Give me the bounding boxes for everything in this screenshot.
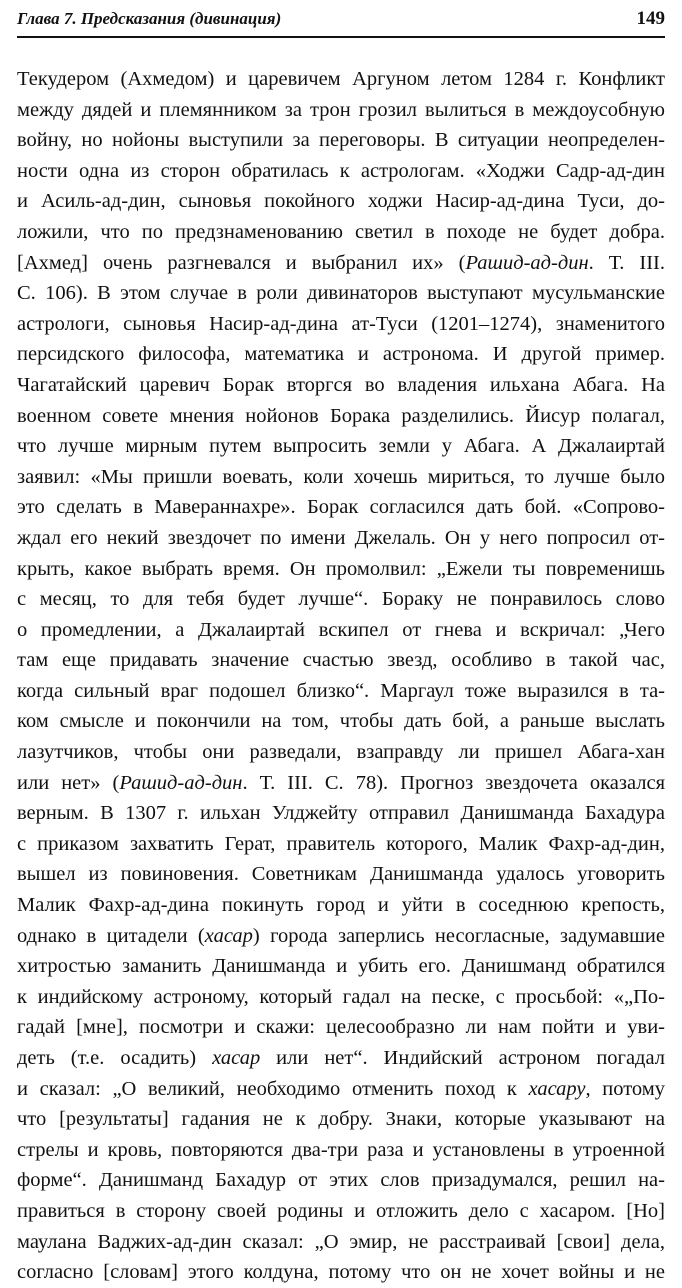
text-line [17,1165,665,1196]
text-segment: войну, но нойоны выступили за переговоры. В ситуации неопределен- [17,129,665,152]
text-segment: правиться в сторону своей родины и отложить дело с хасаром. [Но] [17,1199,665,1222]
text-line [17,217,665,248]
text-segment: астрологи, сыновья Насир-ад-дина ат-Туси (1201–1274), знаменитого [17,312,665,335]
text-line [17,1043,665,1074]
text-segment: . Т. III. С. 78). Прогноз звездочета оказался [242,771,665,794]
text-segment: это сделать в Мавераннахре». Борак согласился дать бой. «Сопрово- [17,496,665,519]
text-line [17,921,665,952]
text-line [17,615,665,646]
text-line [17,859,665,890]
text-segment: там еще придавать значение счастью звезд, особливо в такой час, [17,649,665,672]
text-segment: что лучше мирным путем выпросить земли у Абага. А Джалаиртай [17,435,665,458]
text-segment: или нет» ( [17,771,120,794]
italic-citation: Рашид-ад-дин [465,251,589,274]
text-segment: деть (т.е. осадить) [17,1047,213,1069]
text-segment: или нет“. Индийский астроном погадал [260,1047,665,1069]
text-segment: стрелы и кровь, повторяются два-три раза и установлены в утроенной [17,1138,665,1161]
italic-citation: хасар [204,924,253,947]
text-segment: с приказом захватить Герат, правитель которого, Малик Фахр-ад-дин, [17,832,665,855]
text-segment: что [результаты] гадания не к добру. Знаки, которые указывают на [17,1108,665,1131]
text-line [17,462,665,493]
italic-citation: хасару [528,1077,586,1100]
text-segment: Текудером (Ахмедом) и царевичем Аргуном летом 1284 г. Конфликт [17,68,665,90]
text-segment: и сказал: „О великий, необходимо отменить поход к [17,1077,529,1100]
italic-citation: хасар [212,1047,261,1069]
text-segment: когда сильный враг подошел близко“. Маргаул тоже выразился в та- [17,679,665,702]
text-segment: [Ахмед] очень разгневался и выбранил их» ( [17,251,466,274]
text-segment: и Асиль-ад-дин, сыновья покойного ходжи Насир-ад-дина Туси, до- [17,190,665,213]
text-segment: однако в цитадели ( [17,924,205,947]
text-line [17,951,665,982]
text-line [17,768,665,799]
text-line [17,186,665,217]
text-line [17,1074,665,1105]
text-segment: С. 106). В этом случае в роли дивинаторов выступают мусульманские [17,282,665,305]
text-segment: лазутчиков, чтобы они разведали, взаправду ли пришел Абага-хан [17,741,665,764]
text-segment: заявил: «Мы пришли воевать, коли хочешь мириться, то лучше было [17,465,665,488]
text-line [17,798,665,829]
text-line [17,125,665,156]
text-segment: хитростью заманить Данишманда и убить его. Данишманд обратился [17,955,665,978]
text-line [17,890,665,921]
page-number: 149 [636,8,665,29]
text-segment: Чагатайский царевич Борак вторгся во владения ильхана Абага. На [17,373,665,396]
text-segment: ложили, что по предзнаменованию светил в походе не будет добра. [17,220,665,243]
text-line [17,431,665,462]
text-segment: ждал его некий звездочет по имени Джелаль. Он у него попросил от- [17,526,665,549]
text-line [17,156,665,187]
text-segment: вышел из повиновения. Советникам Данишманда удалось уговорить [17,863,665,886]
text-line [17,645,665,676]
text-line [17,95,665,126]
text-segment: крыть, какое выбрать время. Он промолвил: „Ежели ты повременишь [17,557,665,580]
chapter-title: Глава 7. Предсказания (дивинация) [17,9,282,28]
text-line [17,1227,665,1258]
text-line [17,1196,665,1227]
text-line [17,706,665,737]
text-segment: военном совете мнения нойонов Борака разделились. Йисур полагал, [17,404,665,427]
text-segment: маулана Ваджих-ад-дин сказал: „О эмир, не расстраивай [свои] дела, [17,1230,665,1253]
text-segment: , потому [585,1077,665,1100]
text-line [17,64,665,95]
text-segment: персидского философа, математика и астронома. И другой пример. [17,343,665,366]
text-segment: о промедлении, а Джалаиртай вскипел от гнева и вскричал: „Чего [17,618,665,641]
text-line [17,554,665,585]
text-segment: гадай [мне], посмотри и скажи: целесообразно ли нам пойти и уви- [17,1016,665,1039]
italic-citation: Рашид-ад-дин [119,771,243,794]
text-segment: к индийскому астроному, который гадал на песке, с просьбой: «„По- [17,985,665,1008]
text-segment: с месяц, то для тебя будет лучше“. Бораку не понравилось слово [17,588,665,611]
text-line [17,584,665,615]
text-segment: форме“. Данишманд Бахадур от этих слов призадумался, решил на- [17,1169,665,1192]
text-segment: . Т. III. [588,251,665,274]
text-segment: ком смысле и покончили на том, чтобы дать бой, а раньше выслать [17,710,665,733]
text-line [17,1104,665,1135]
text-segment: Малик Фахр-ад-дина покинуть город и уйти в соседнюю крепость, [17,894,665,917]
text-line [17,1135,665,1166]
text-line [17,339,665,370]
text-segment: между дядей и племянником за трон грозил вылиться в междоусобную [17,98,665,121]
text-segment: ности одна из сторон обратилась к астрологам. «Ходжи Садр-ад-дин [17,159,665,182]
text-line [17,492,665,523]
running-header [17,6,665,32]
header-rule [17,36,665,38]
text-line [17,829,665,860]
text-segment: верным. В 1307 г. ильхан Улджейту отправил Данишманда Бахадура [17,802,665,825]
text-line [17,370,665,401]
text-line [17,982,665,1013]
text-line [17,401,665,432]
text-line [17,248,665,279]
body-text [17,64,665,1288]
text-segment: ) города заперлись несогласные, задумавшие [252,924,665,947]
text-line [17,523,665,554]
text-line [17,737,665,768]
text-line [17,309,665,340]
text-line [17,278,665,309]
text-line [17,1257,665,1288]
text-line [17,676,665,707]
text-line [17,1012,665,1043]
text-segment: согласно [словам] этого колдуна, потому что он не хочет войны и не [17,1261,665,1284]
